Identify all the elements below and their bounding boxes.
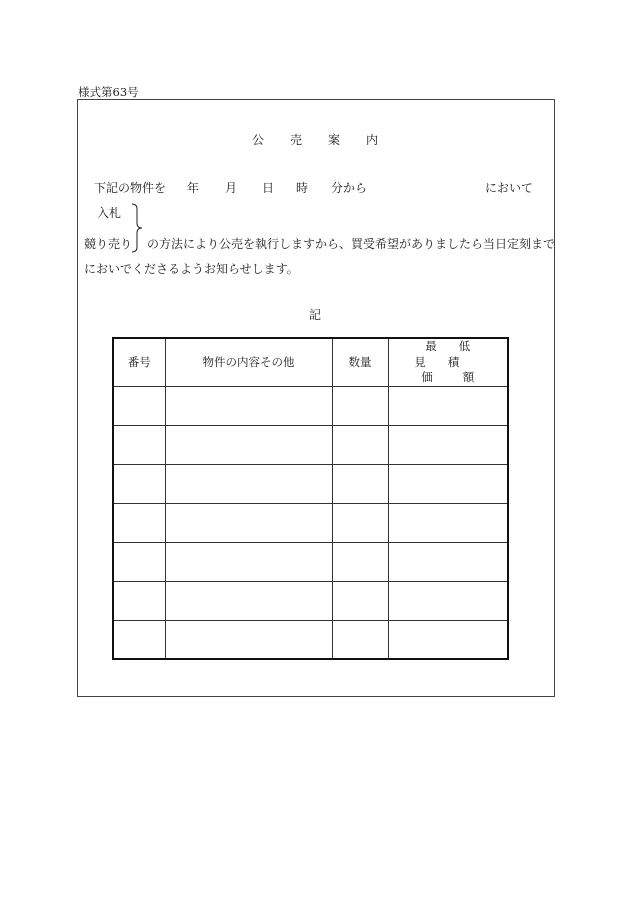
item-table [112,337,509,660]
option-auction-label: 競り売り [84,237,133,251]
table-row [113,464,508,503]
cell-quantity [332,425,388,464]
cell-contents [165,581,332,620]
cell-number [113,425,165,464]
cell-quantity [332,581,388,620]
cell-quantity [332,386,388,425]
cell-contents [165,386,332,425]
cell-quantity [332,503,388,542]
header-number: 番号 [113,338,165,386]
notice-closing-text: においでくださるようお知らせします。 [84,262,299,276]
notice-body-text: の方法により公売を執行しますから、買受希望がありましたら当日定刻まで [147,237,556,251]
form-number: 様式第63号 [78,85,139,99]
option-bid-label: 入札 [97,206,122,220]
brace-icon [130,203,144,253]
ki-heading: 記 [308,308,321,322]
notice-year-label: 年 [187,181,200,195]
table-row [113,386,508,425]
cell-quantity [332,620,388,659]
notice-day-label: 日 [262,181,275,195]
notice-month-label: 月 [225,181,238,195]
table-row [113,503,508,542]
cell-contents [165,464,332,503]
cell-price [388,425,508,464]
cell-number [113,386,165,425]
cell-number [113,620,165,659]
document-title: 公売案内 [251,133,404,147]
cell-contents [165,503,332,542]
cell-price [388,620,508,659]
cell-price [388,503,508,542]
notice-hour-label: 時 [296,181,309,195]
header-quantity: 数量 [332,338,388,386]
cell-quantity [332,464,388,503]
table-row [113,581,508,620]
cell-number [113,581,165,620]
table-row [113,620,508,659]
header-price-line2: 価額 [421,370,505,385]
cell-number [113,464,165,503]
cell-contents [165,542,332,581]
header-price-line1: 最低見積 [414,339,493,369]
cell-contents [165,425,332,464]
cell-price [388,581,508,620]
table-body [113,386,508,659]
notice-minute-label: 分から [331,181,368,195]
header-contents: 物件の内容その他 [165,338,332,386]
header-price [388,338,508,386]
cell-contents [165,620,332,659]
notice-lead-text: 下記の物件を [94,181,167,195]
table-row [113,425,508,464]
notice-place-suffix: において [485,181,534,195]
table-row [113,542,508,581]
cell-price [388,542,508,581]
cell-price [388,386,508,425]
cell-number [113,503,165,542]
cell-price [388,464,508,503]
cell-number [113,542,165,581]
cell-quantity [332,542,388,581]
table-header-row [113,338,508,386]
